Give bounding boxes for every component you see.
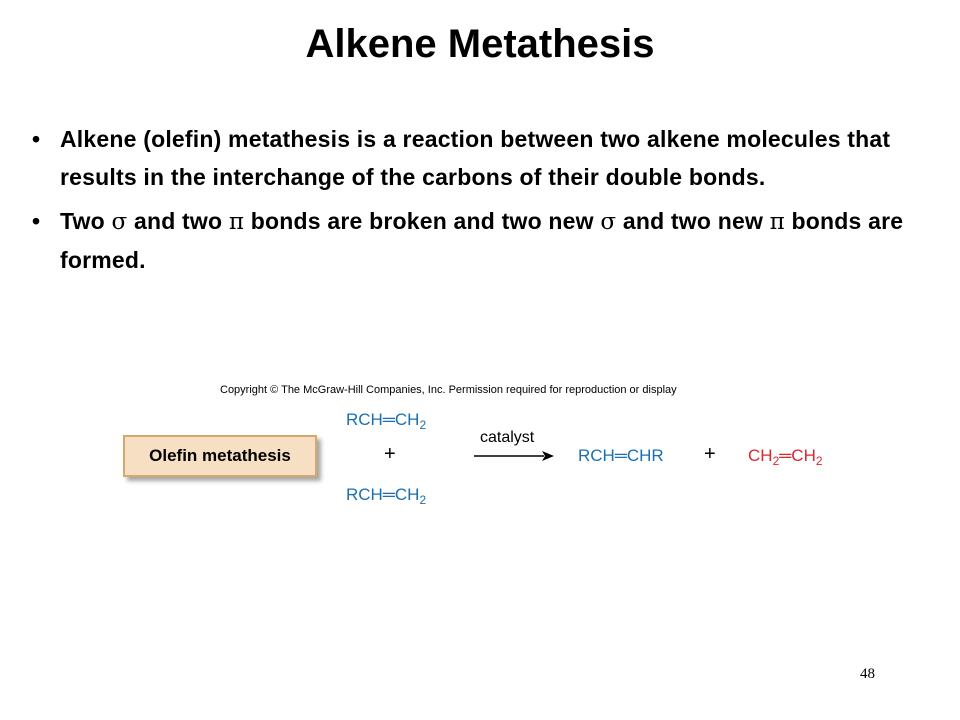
formula-main: RCH═CH <box>346 410 420 429</box>
reaction-label-box <box>123 435 317 477</box>
formula-main: CH <box>791 446 816 465</box>
bullet-marker: • <box>32 126 41 152</box>
formula-subscript: 2 <box>815 454 823 468</box>
formula-subscript: 2 <box>419 493 427 507</box>
page-number: 48 <box>860 666 875 682</box>
sigma-symbol: σ <box>600 209 617 235</box>
bullet-item-2 <box>32 202 912 279</box>
copyright-notice: Copyright © The McGraw-Hill Companies, Inc. Permission required for reproduction or display <box>220 384 677 396</box>
text-segment: bonds are broken and two new <box>244 208 601 234</box>
bullet-list <box>32 120 912 285</box>
plus-sign-products: + <box>704 443 716 465</box>
text-segment: bonds are formed. <box>60 208 904 273</box>
bullet-item-1 <box>32 120 912 196</box>
product-1: RCH═CHR <box>578 446 664 465</box>
reaction-arrow-icon <box>474 448 554 464</box>
plus-sign-reactants: + <box>384 443 396 465</box>
sigma-symbol: σ <box>111 209 128 235</box>
reactant-top <box>346 410 426 430</box>
reaction-label: Olefin metathesis <box>149 446 291 465</box>
product-2 <box>748 446 823 466</box>
bullet-marker: • <box>32 208 41 234</box>
bullet-text: Alkene (olefin) metathesis is a reaction between two alkene molecules that results in the interchange of the carbons of their double bonds. <box>60 126 891 190</box>
text-segment: Two <box>60 208 112 234</box>
formula-subscript: 2 <box>419 418 427 432</box>
reactant-bottom <box>346 485 426 505</box>
text-segment: and two <box>127 208 229 234</box>
pi-symbol: π <box>769 209 785 235</box>
slide-title: Alkene Metathesis <box>305 22 655 66</box>
pi-symbol: π <box>228 209 245 235</box>
formula-main: RCH═CH <box>346 485 420 504</box>
double-bond: ═ <box>779 446 792 465</box>
text-segment: and two new <box>616 208 770 234</box>
bullet-text <box>60 208 903 273</box>
catalyst-label: catalyst <box>480 429 535 446</box>
formula-subscript: 2 <box>772 454 780 468</box>
formula-main: CH <box>748 446 773 465</box>
